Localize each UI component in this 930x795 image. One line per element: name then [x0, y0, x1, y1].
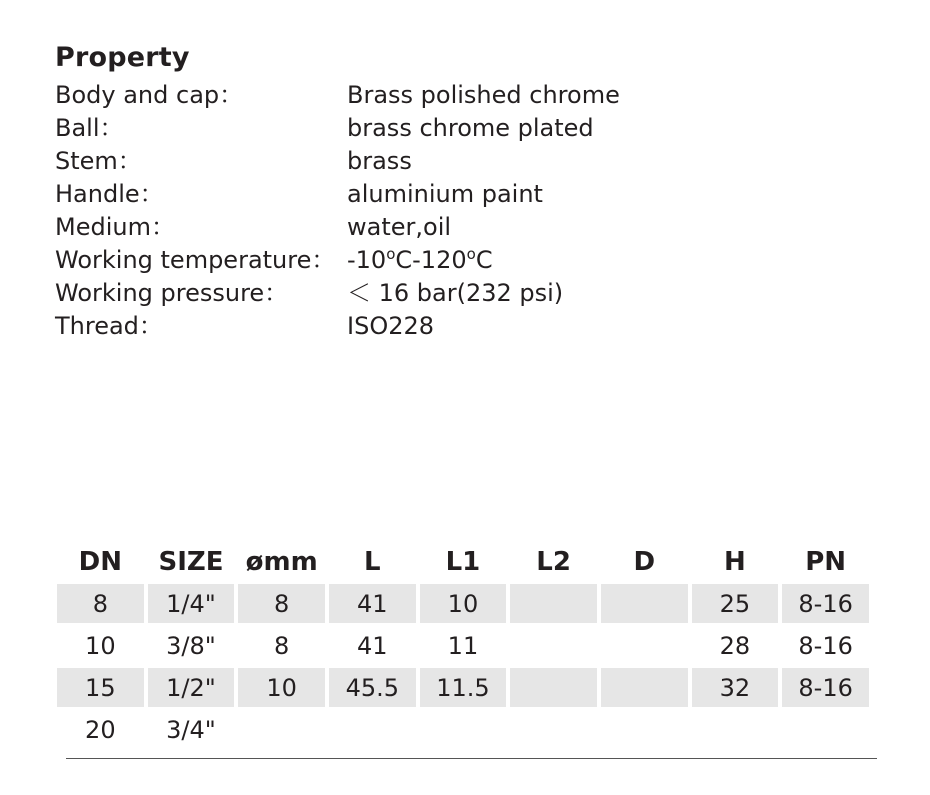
column-header-d: D: [633, 547, 656, 577]
table-cell: [601, 584, 688, 623]
property-label: Working pressure：: [55, 279, 289, 307]
property-list: [55, 79, 755, 343]
table-row: [57, 668, 869, 707]
spec-table: [53, 540, 873, 752]
property-label: Handle：: [55, 180, 164, 208]
property-value: brass chrome plated: [347, 114, 594, 142]
table-cell: 28: [719, 631, 751, 660]
table-cell: [692, 710, 779, 749]
table-cell: [782, 710, 869, 749]
table-cell: 45.5: [329, 668, 416, 707]
table-cell: 1/2": [148, 668, 235, 707]
property-row-ball: [55, 112, 755, 145]
degree-mark: o: [386, 245, 396, 263]
property-value: water,oil: [347, 213, 452, 241]
property-value: ＜ 16 bar(232 psi): [347, 279, 564, 307]
table-cell: 10: [85, 631, 116, 660]
table-cell: [510, 710, 597, 749]
table-cell: 11: [447, 631, 479, 660]
property-label: Working temperature：: [55, 246, 336, 274]
property-label: Stem：: [55, 147, 142, 175]
property-row-handle: [55, 178, 755, 211]
property-row-working-pressure: [55, 277, 755, 310]
property-label: Medium：: [55, 213, 175, 241]
table-cell: 10: [420, 584, 507, 623]
table-cell: 8: [57, 584, 144, 623]
table-cell: 3/4": [166, 715, 216, 744]
table-cell: [420, 710, 507, 749]
column-header-h: H: [724, 547, 746, 577]
property-value: ISO228: [347, 312, 435, 340]
column-header-diameter-mm: ømm: [245, 547, 318, 577]
property-row-body-and-cap: [55, 79, 755, 112]
table-cell: [329, 710, 416, 749]
property-value-temperature: [347, 244, 493, 277]
table-cell: [510, 626, 597, 665]
property-label: Ball：: [55, 114, 124, 142]
table-cell: [601, 626, 688, 665]
table-row: [57, 626, 869, 665]
property-row-stem: [55, 145, 755, 178]
property-row-medium: [55, 211, 755, 244]
bottom-divider: [66, 758, 877, 759]
table-cell: [238, 710, 325, 749]
table-cell: 8-16: [798, 631, 853, 660]
table-cell: [510, 668, 597, 707]
property-row-thread: [55, 310, 755, 343]
property-title: Property: [55, 42, 190, 73]
column-header-l2: L2: [536, 547, 571, 577]
table-cell: 10: [238, 668, 325, 707]
property-value: aluminium paint: [347, 180, 543, 208]
table-header-row: [57, 543, 869, 581]
table-cell: 1/4": [148, 584, 235, 623]
degree-mark: o: [466, 245, 476, 263]
table-cell: [510, 584, 597, 623]
table-cell: 8: [274, 631, 290, 660]
property-row-working-temperature: [55, 244, 755, 277]
column-header-pn: PN: [805, 547, 847, 577]
property-label: Body and cap：: [55, 81, 244, 109]
table-cell: 20: [85, 715, 116, 744]
table-cell: 41: [357, 631, 388, 660]
column-header-size: SIZE: [158, 547, 224, 577]
property-value: Brass polished chrome: [347, 81, 620, 109]
table-cell: 3/8": [166, 631, 216, 660]
temperature-low: -10: [347, 246, 387, 274]
table-cell: 8-16: [782, 584, 869, 623]
table-row: [57, 584, 869, 623]
temperature-high: C-120: [395, 246, 467, 274]
temperature-unit: C: [475, 246, 493, 274]
table-cell: [601, 668, 688, 707]
table-cell: 15: [57, 668, 144, 707]
column-header-dn: DN: [78, 547, 122, 577]
table-cell: 8-16: [782, 668, 869, 707]
column-header-l1: L1: [445, 547, 481, 577]
table-cell: 41: [329, 584, 416, 623]
table-cell: 32: [692, 668, 779, 707]
table-cell: 8: [238, 584, 325, 623]
table-row: [57, 710, 869, 749]
table-cell: 25: [692, 584, 779, 623]
column-header-l: L: [364, 547, 381, 577]
table-cell: [601, 710, 688, 749]
property-label: Thread：: [55, 312, 163, 340]
property-value: brass: [347, 147, 412, 175]
table-cell: 11.5: [420, 668, 507, 707]
